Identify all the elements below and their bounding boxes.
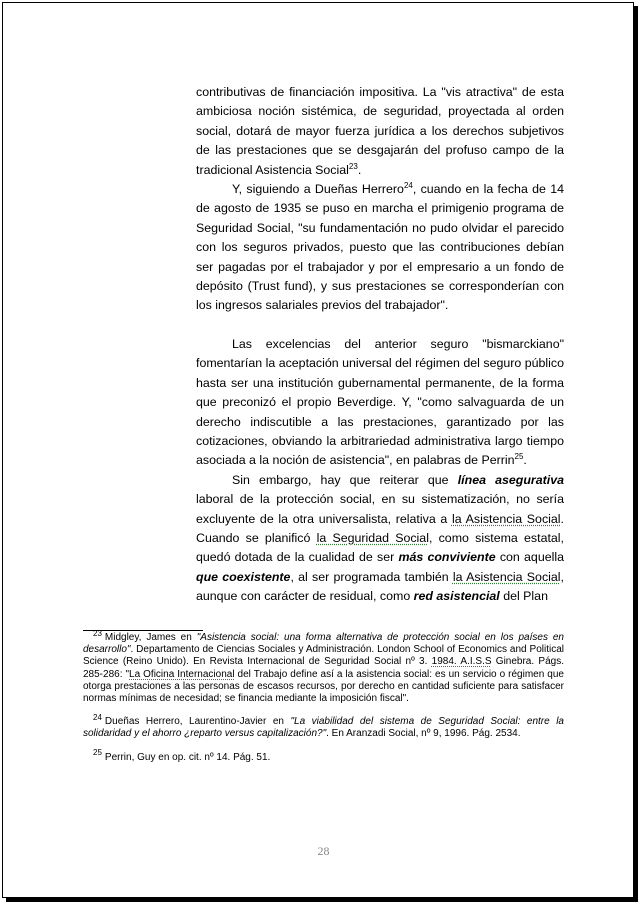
marked-phrase: la Asistencia Social [451, 511, 561, 526]
footnote-ref[interactable]: 23 [348, 161, 358, 171]
footnote: $^{24}$ Dueñas Herrero, Laurentino-Javier en "La viabilidad del sistema de Seguridad Social: entre la solidaridad y el ahorro ¿reparto versus capitalización?". En Aranzadi Social, nº 9, 1996. Pág. 2534. [83, 712, 564, 740]
footnote: $^{25}$ Perrin, Guy en op. cit. nº 14. Pág. 51. [93, 748, 271, 763]
paragraph: Sin embargo, hay que reiterar que línea asegurativa laboral de la protección social, en su sistematización, no sería excluyente de la otra universalista, relativa a la Asistencia Social. Cuando se planificó la Seguridad Social, como sistema estatal, quedó dotada de la cualidad de ser más conviviente con aquella que coexistente, al ser programada también la Asistencia Social, aunque con carácter de residual, como red asistencial del Plan [196, 472, 564, 604]
marked-phrase: la Seguridad Social [316, 530, 429, 545]
emphasis: red asistencial [413, 589, 500, 604]
emphasis: más conviviente [398, 550, 496, 565]
footnote-ref[interactable]: 24 [403, 180, 413, 190]
paragraph: contributivas de financiación impositiva. La "vis atractiva" de esta ambiciosa noción sistémica, de seguridad, proyectada al orden social, dotará de mayor fuerza jurídica a los derechos subjetivos de las prestaciones que se desgajarán del profuso campo de la tradicional Asistencia Social$^{23}$. [196, 85, 564, 177]
paragraph: Las excelencias del anterior seguro "bismarckiano" fomentarían la aceptación universal del régimen del seguro público hasta ser una institución gubernamental permanente, de la forma que preconizó el propio Beverdige. Y, "como salvaguarda de un derecho indiscutible a las prestaciones, garantizado por las cotizaciones, obviando la arbitrariedad administrativa largo tiempo asociada a la noción de asistencia", en palabras de Perrin$^{25}$. [196, 336, 564, 468]
emphasis: que coexistente [196, 569, 291, 584]
footnotes [83, 628, 564, 775]
footnote: $^{23}$ Midgley, James en "Asistencia social: una forma alternativa de protección social en los países en desarrollo". Departamento de Ciencias Sociales y Administración. London School of Economics and Political Science (Reino Unido). En Revista Internacional de Seguridad Social nº 3. 1984. A.I.S.S Ginebra. Págs. 285-286: "La Oficina Internacional del Trabajo define así a la asistencia social: es un servicio o régimen que otorga prestaciones a las personas de escasos recursos, por derecho en cantidad suficiente para satisfacer normas mínimas de necesidad; se financia mediante la imposición fiscal". [83, 628, 564, 705]
paragraph: Y, siguiendo a Dueñas Herrero$^{24}$, cuando en la fecha de 14 de agosto de 1935 se puso en marcha el primigenio programa de Seguridad Social, "su fundamentación no pudo olvidar el parecido con los seguros privados, puesto que las contribuciones debían ser pagadas por el trabajador y por el empresario a un fondo de depósito (Trust fund), y sus prestaciones se corresponderían con los ingresos salariales previos del trabajador". [196, 180, 564, 313]
footnote-number: 24 [93, 712, 102, 722]
main-text [196, 83, 564, 607]
document-page [2, 2, 634, 898]
footnote-ref[interactable]: 25 [514, 452, 524, 462]
marked-phrase: la Asistencia Social [452, 569, 561, 584]
emphasis: línea asegurativa [457, 472, 564, 487]
footnote-number: 23 [93, 628, 102, 638]
footnote-number: 25 [93, 748, 102, 758]
page-number: 28 [317, 844, 330, 858]
